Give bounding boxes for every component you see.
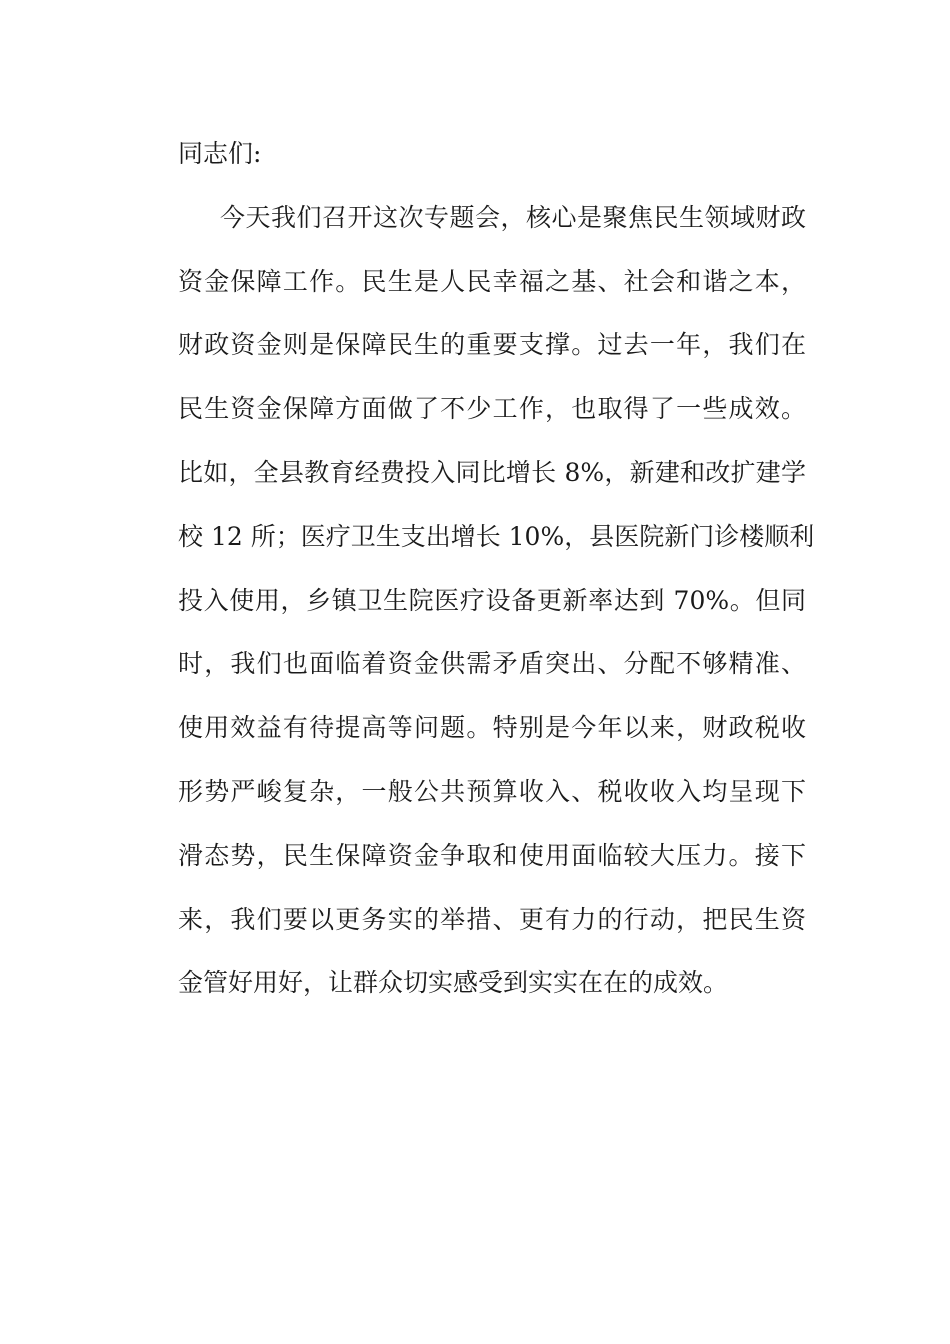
paragraph-line: 使用效益有待提高等问题。特别是今年以来，财政税收	[178, 713, 806, 743]
paragraph-line: 今天我们召开这次专题会，核心是聚焦民生领域财政	[220, 202, 806, 232]
paragraph-line: 滑态势，民生保障资金争取和使用面临较大压力。接下	[178, 840, 806, 870]
greeting-line: 同志们:	[178, 139, 262, 168]
paragraph-line: 比如，全县教育经费投入同比增长 8%，新建和改扩建学	[178, 457, 806, 487]
paragraph-line: 金管好用好，让群众切实感受到实实在在的成效。	[178, 968, 729, 998]
paragraph-line: 财政资金则是保障民生的重要支撑。过去一年，我们在	[178, 330, 806, 360]
paragraph-line: 资金保障工作。民生是人民幸福之基、社会和谐之本，	[178, 266, 806, 296]
paragraph-line: 民生资金保障方面做了不少工作，也取得了一些成效。	[178, 394, 806, 424]
paragraph-line: 形势严峻复杂，一般公共预算收入、税收收入均呈现下	[178, 776, 806, 806]
paragraph-line: 投入使用，乡镇卫生院医疗设备更新率达到 70%。但同	[178, 585, 806, 615]
speech-body	[178, 122, 815, 1015]
paragraph-line: 校 12 所；医疗卫生支出增长 10%，县医院新门诊楼顺利	[178, 521, 815, 551]
paragraph-line: 来，我们要以更务实的举措、更有力的行动，把民生资	[178, 904, 806, 934]
paragraph-line: 时，我们也面临着资金供需矛盾突出、分配不够精准、	[178, 649, 806, 679]
